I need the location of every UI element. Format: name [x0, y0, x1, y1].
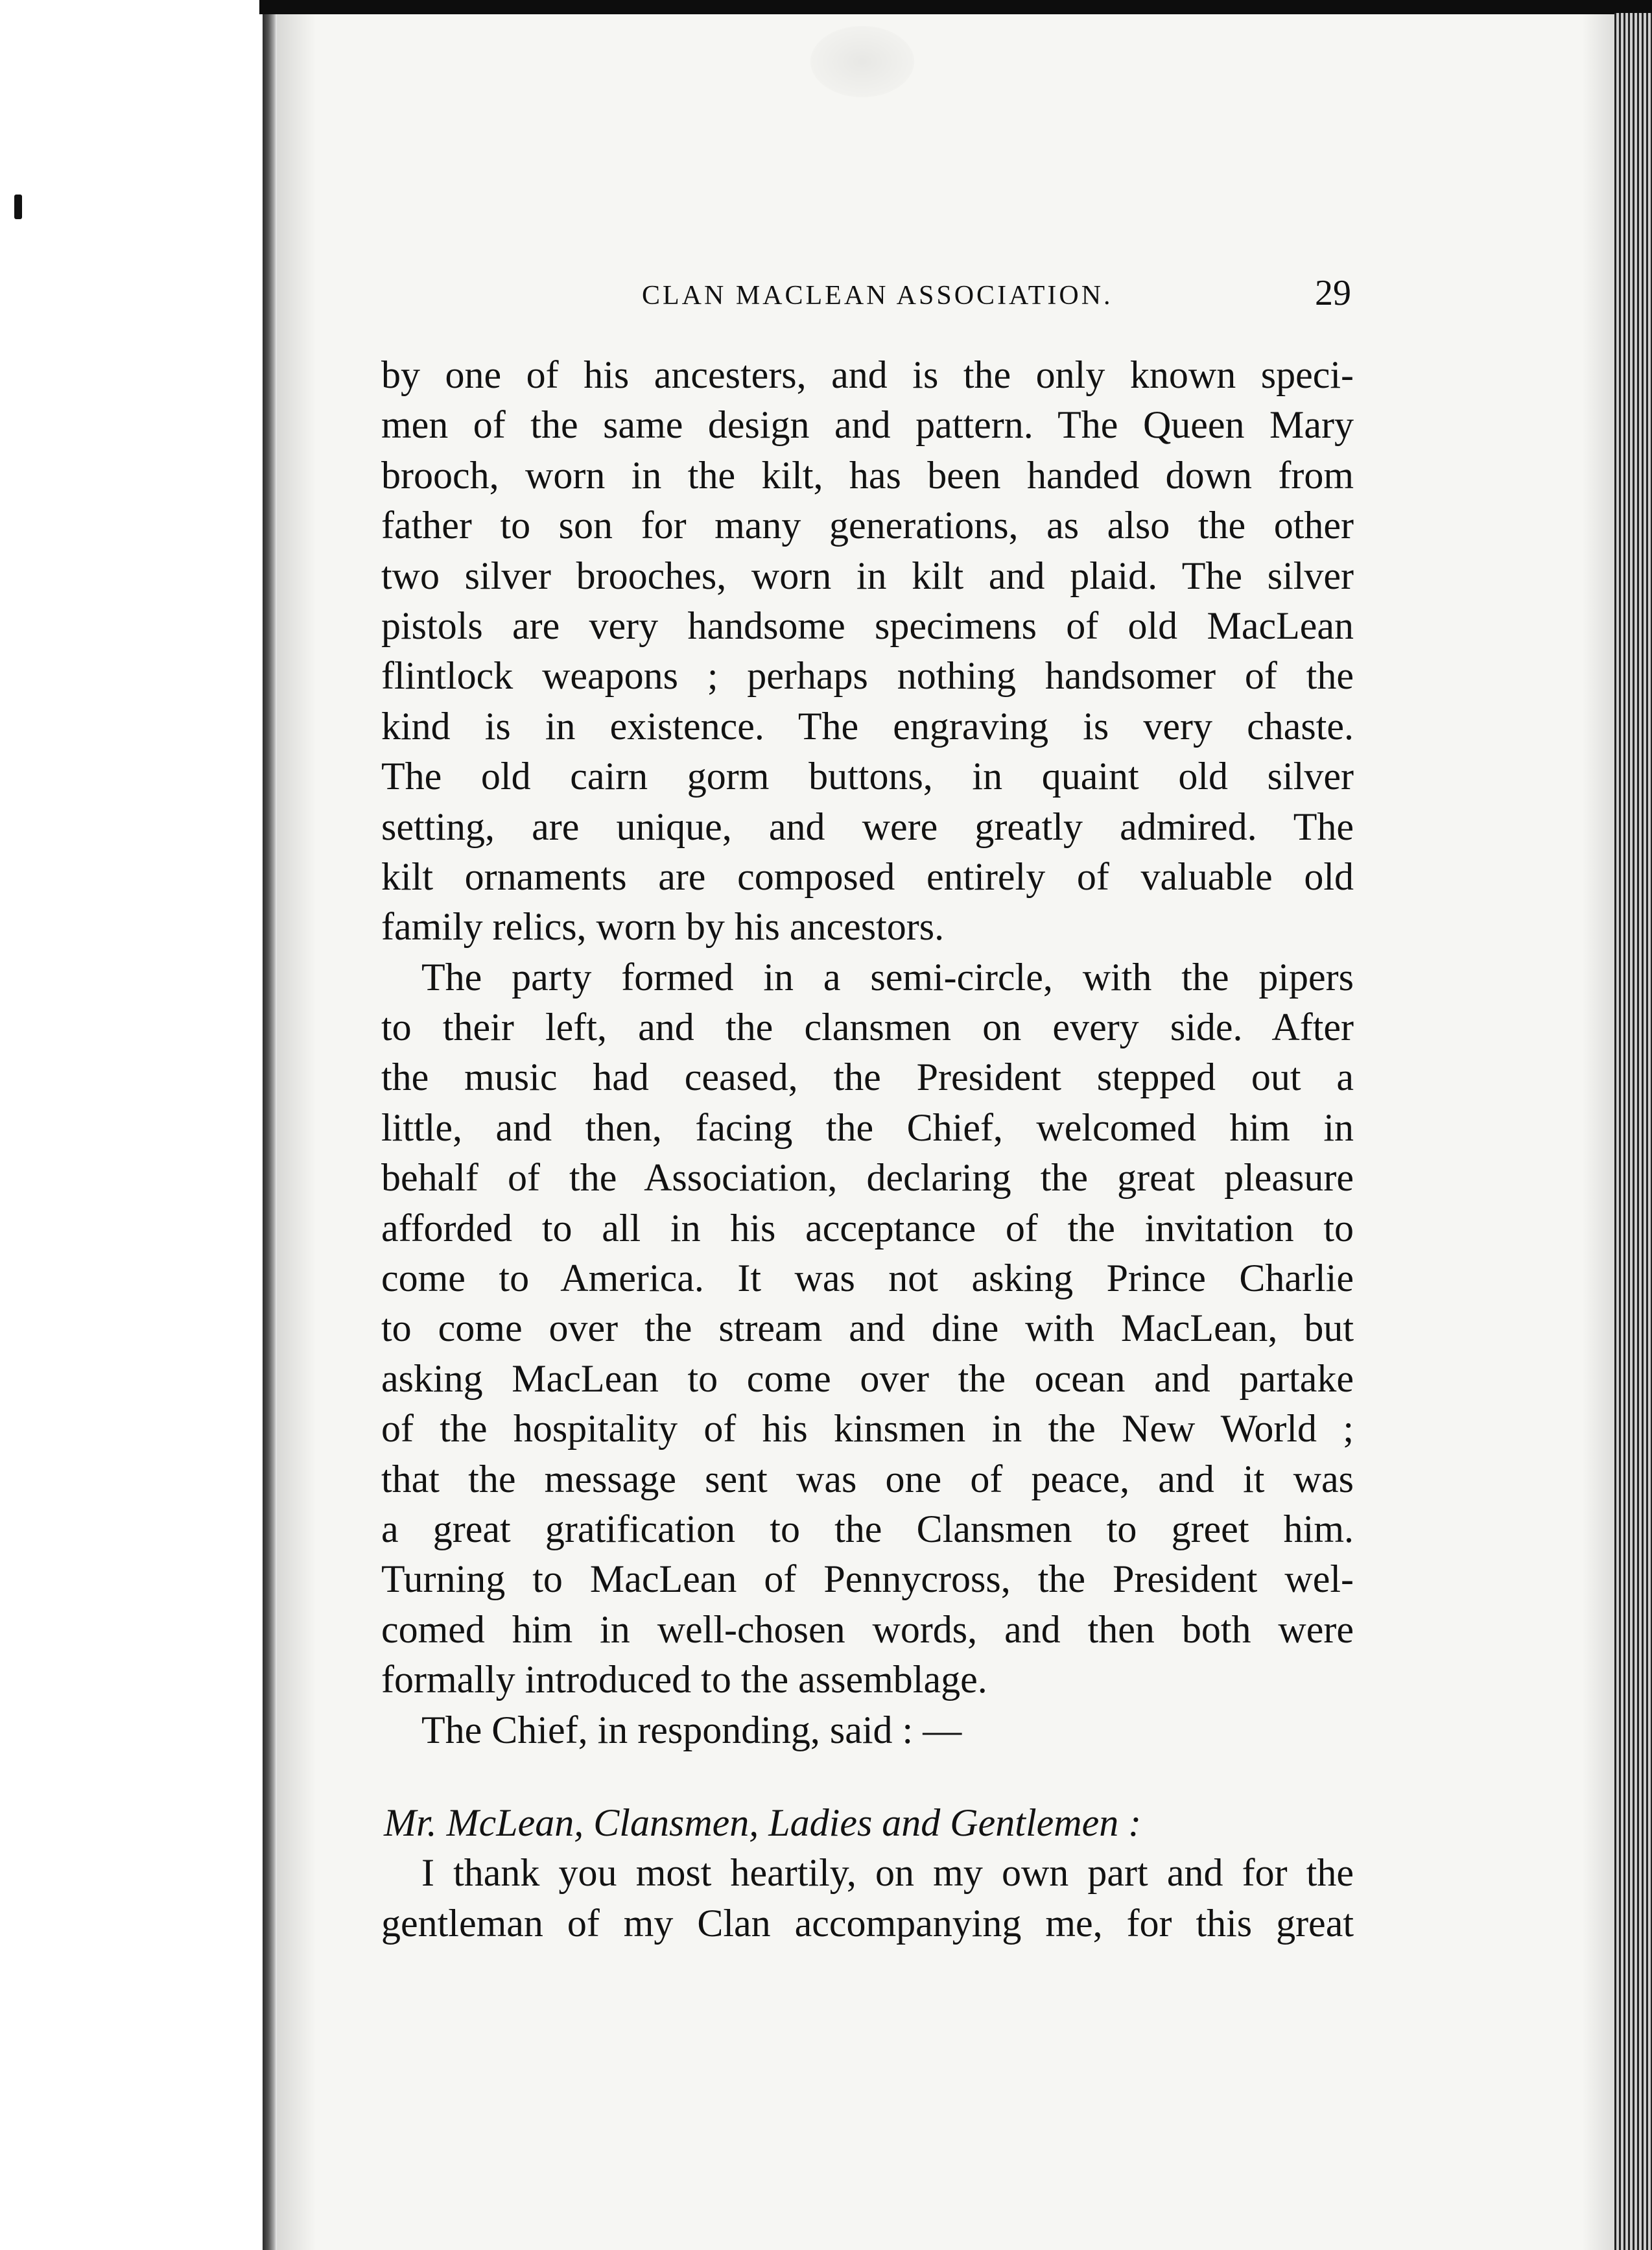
text-line: to their left, and the clansmen on every side. After: [381, 1006, 1354, 1049]
text-line: men of the same design and pattern. The Queen Mary: [381, 403, 1354, 447]
text-line: The old cairn gorm buttons, in quaint old silver: [381, 755, 1354, 798]
stray-ink-mark: [14, 195, 22, 219]
text-line: that the message sent was one of peace, and it was: [381, 1457, 1354, 1500]
gutter-shadow: [277, 13, 316, 2250]
text-line: by one of his ancesters, and is the only known speci-: [381, 353, 1354, 396]
text-line: to come over the stream and dine with MacLean, but: [381, 1307, 1354, 1350]
text-line: a great gratification to the Clansmen to greet him.: [381, 1507, 1354, 1550]
text-line: the music had ceased, the President stepped out a: [381, 1056, 1354, 1099]
text-line: formally introduced to the assemblage.: [381, 1658, 987, 1701]
text-line: of the hospitality of his kinsmen in the New World ;: [381, 1407, 1354, 1451]
text-line: afforded to all in his acceptance of the invitation to: [381, 1206, 1354, 1249]
text-line: little, and then, facing the Chief, welcomed him in: [381, 1106, 1354, 1149]
scan-smudge: [810, 26, 914, 97]
text-line: pistols are very handsome specimens of old MacLean: [381, 604, 1354, 647]
text-line: family relics, worn by his ancestors.: [381, 905, 945, 949]
text-line: brooch, worn in the kilt, has been handed down from: [381, 453, 1354, 497]
text-line: I thank you most heartily, on my own part and for the: [421, 1851, 1354, 1895]
running-head: CLAN MACLEAN ASSOCIATION.: [642, 281, 1113, 311]
text-line: kind is in existence. The engraving is very chaste.: [381, 704, 1354, 748]
page-top-edge: [259, 0, 1652, 14]
text-line: Turning to MacLean of Pennycross, the President wel-: [381, 1557, 1354, 1601]
text-line: The party formed in a semi-circle, with the pipers: [421, 955, 1354, 999]
text-line: setting, are unique, and were greatly admired. The: [381, 805, 1354, 848]
text-line: behalf of the Association, declaring the great pleasure: [381, 1156, 1354, 1200]
text-line: The Chief, in responding, said : —: [421, 1708, 962, 1751]
text-line: father to son for many generations, as also the other: [381, 504, 1354, 547]
text-line: comed him in well-chosen words, and then both were: [381, 1607, 1354, 1651]
speech-address: Mr. McLean, Clansmen, Ladies and Gentlemen :: [384, 1801, 1142, 1844]
text-line: flintlock weapons ; perhaps nothing handsomer of the: [381, 654, 1354, 698]
text-line: gentleman of my Clan accompanying me, for this great: [381, 1901, 1354, 1945]
text-line: come to America. It was not asking Prince Charlie: [381, 1257, 1354, 1300]
paragraph-gap: [381, 1755, 1354, 1798]
page-stack-edge: [1614, 13, 1652, 2250]
right-edge-shadow: [1582, 13, 1614, 2250]
left-margin: [0, 0, 266, 2250]
body-text: [381, 350, 1354, 1948]
text-line: two silver brooches, worn in kilt and plaid. The silver: [381, 554, 1354, 597]
book-gutter: [263, 13, 277, 2250]
text-line: asking MacLean to come over the ocean and partake: [381, 1356, 1354, 1400]
page-number: 29: [1315, 273, 1351, 313]
text-line: kilt ornaments are composed entirely of valuable old: [381, 855, 1354, 898]
